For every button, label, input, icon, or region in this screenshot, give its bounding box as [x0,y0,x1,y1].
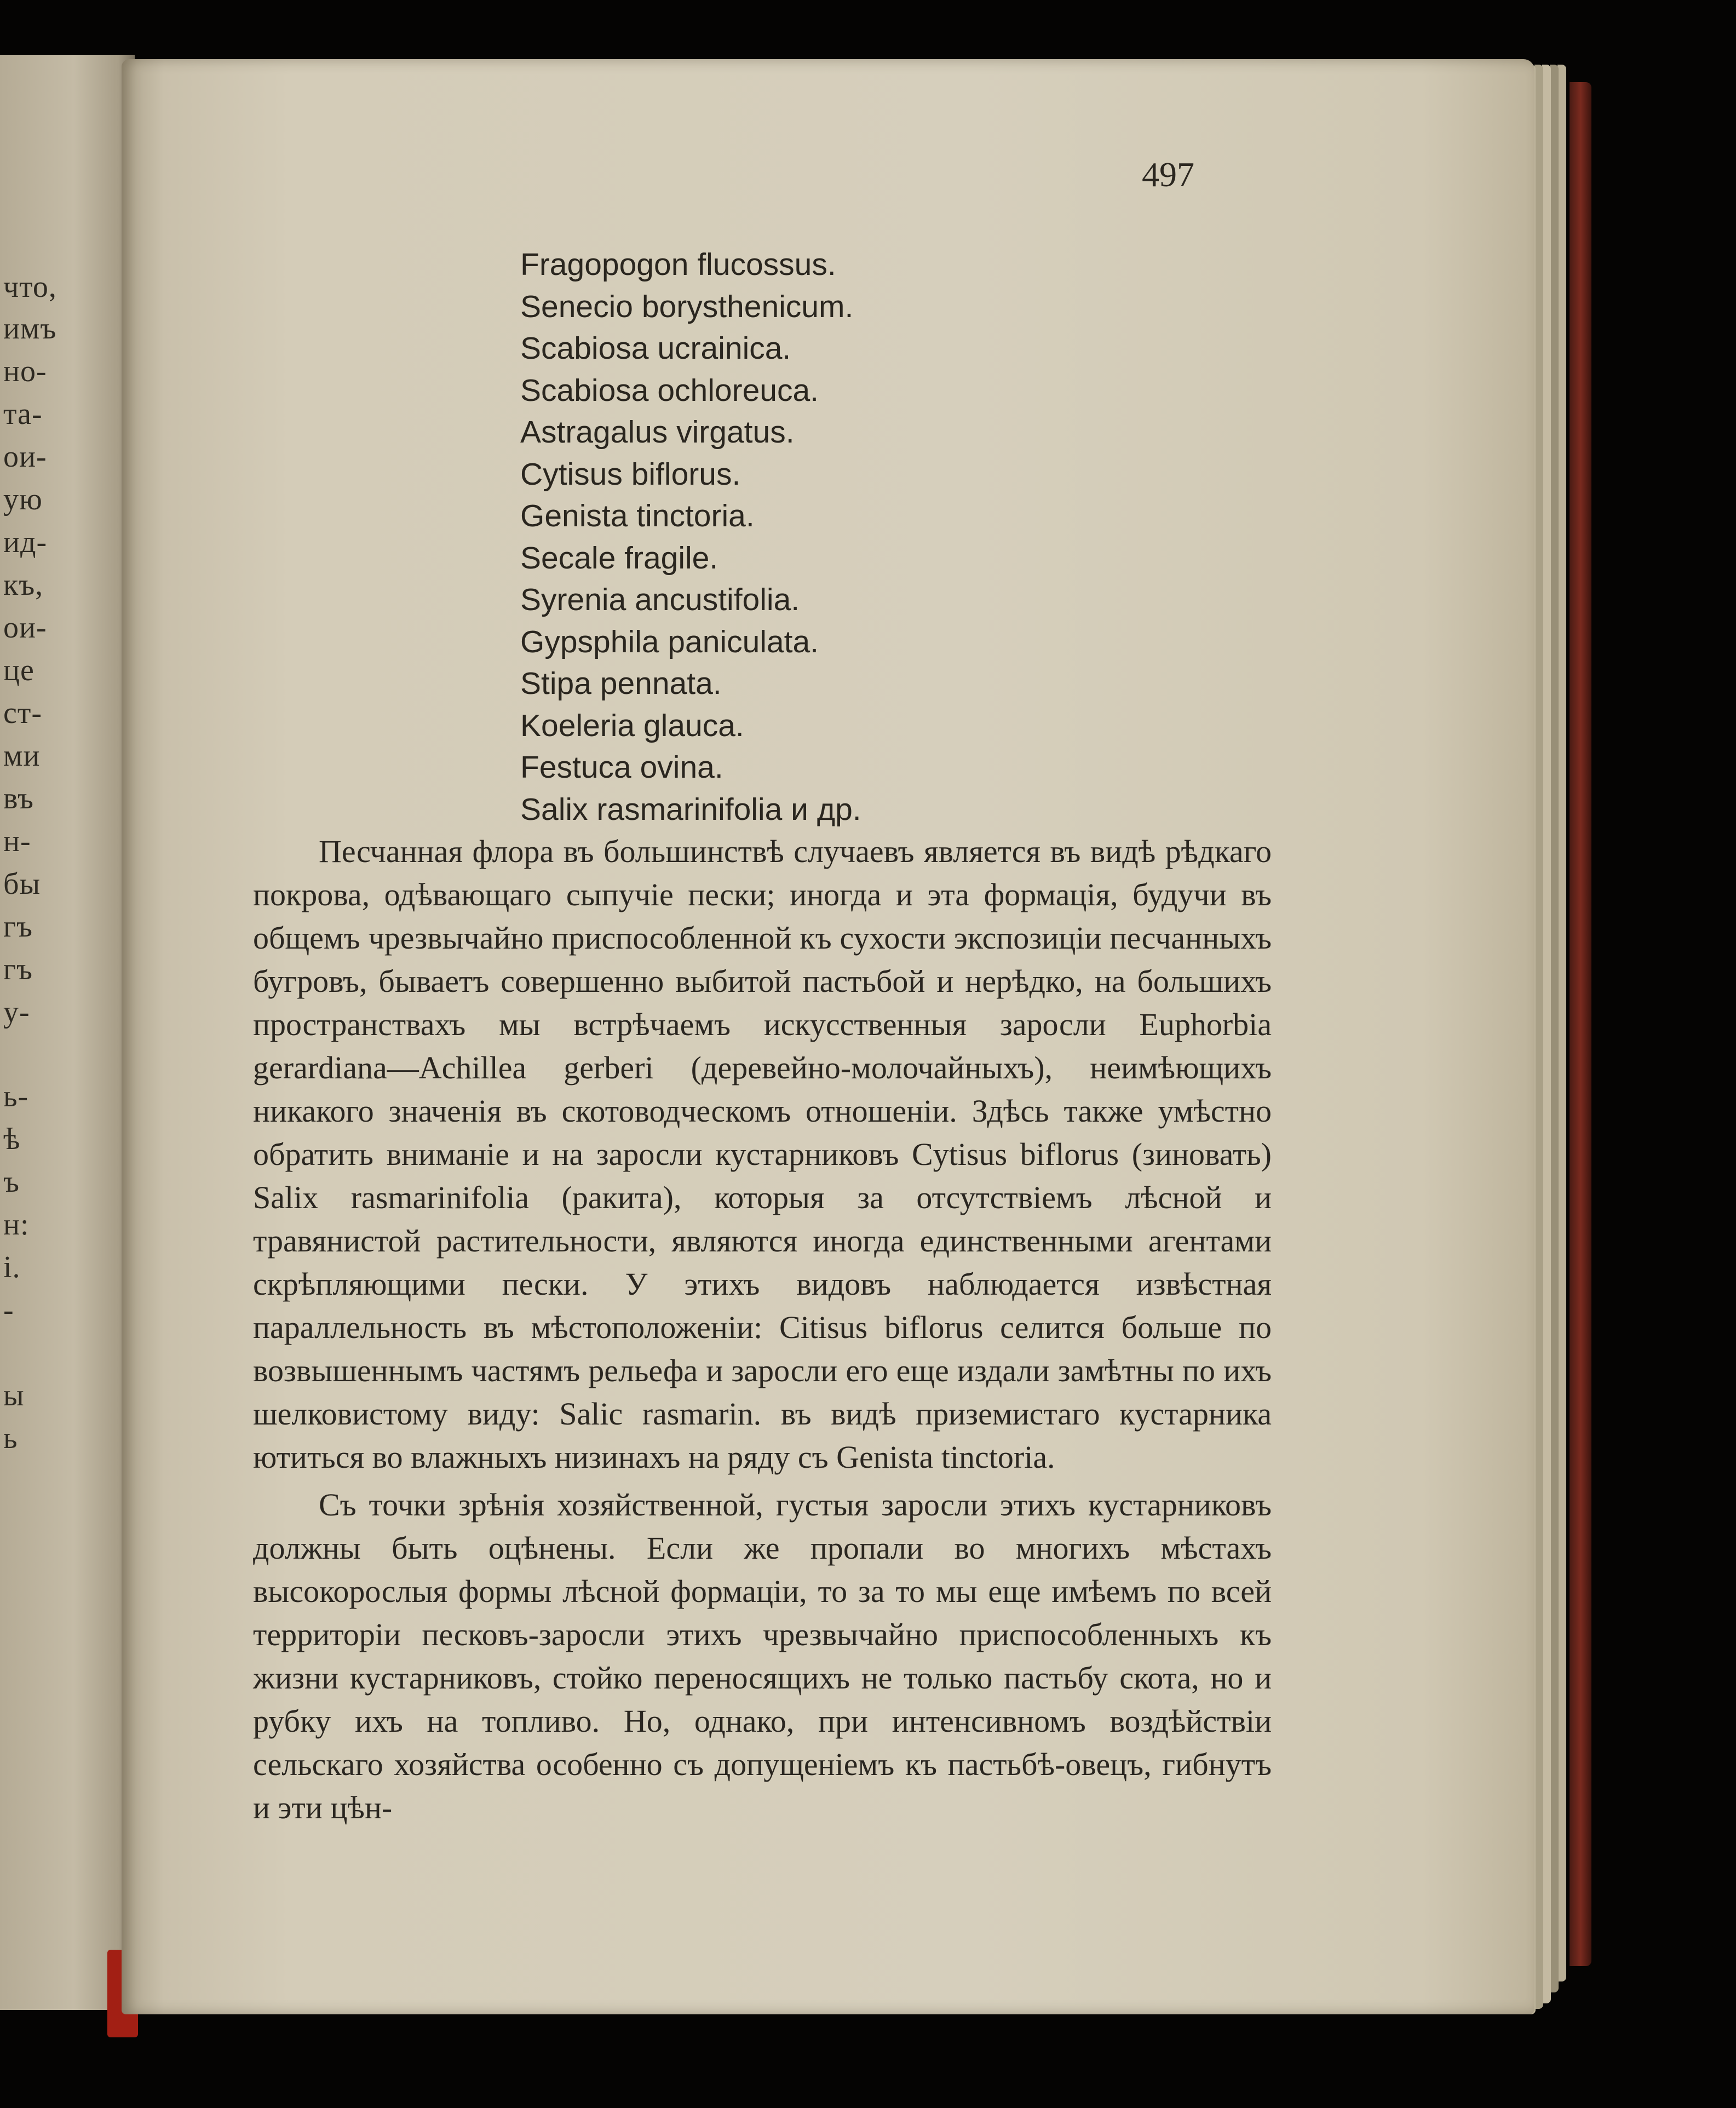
left-page-fragment: гъ [3,910,33,944]
left-page-fragment: къ, [3,568,44,602]
left-page-fragment: имъ [3,312,57,346]
left-page-fragment: ст- [3,696,42,730]
species-item: Fragopogon flucossus. [520,247,836,282]
page-edge [1557,65,1566,1981]
left-page-fragment: ую [3,483,43,516]
species-item: Stipa pennata. [520,666,722,701]
species-item: Cytisus biflorus. [520,456,741,492]
left-page-fragment: гъ [3,952,33,986]
left-page-fragment: у- [3,995,30,1029]
left-page-fragment: н- [3,824,31,858]
species-list [520,244,861,830]
species-item: Scabiosa ucrainica. [520,331,791,366]
left-page-fragment: но- [3,354,47,388]
left-page-fragment: н: [3,1208,30,1242]
left-page-fragment: - [3,1293,14,1327]
left-page-fragment: і. [3,1250,21,1284]
paragraph: Песчанная флора въ большинствѣ случаевъ является въ видѣ рѣдкаго покрова, одѣвающаго сыпучіе пески; иногда и эта формація, будучи въ общемъ чрезвычайно приспособленной къ сухости экспозиціи песчанныхъ бугровъ, бываетъ совершенно выбитой пастьбой и нерѣдко, на большихъ пространствахъ мы встрѣчаемъ искусственныя заросли Euphorbia gerardiana—Achillea gerberi (деревейно-молочайныхъ), неимѣющихъ никакого значенія въ скотоводческомъ отношеніи. Здѣсь также умѣстно обратить вниманіе и на заросли кустарниковъ Cytisus biflorus (зиновать) Salix rasmarinifolia (ракита), которыя за отсутствіемъ лѣсной и травянистой растительности, являются иногда единственными агентами скрѣпляющими пески. У этихъ видовъ наблюдается извѣстная параллельность въ мѣстоположеніи: Citisus biflorus селится больше по возвышеннымъ частямъ рельефа и заросли его еще издали замѣтны по ихъ шелковистому виду: Salіс rasmarin. въ видѣ приземистаго кустарника ютиться во влажныхъ низинахъ на ряду съ Genista tinctoria. [253,834,1272,1475]
species-item: Salix rasmarinifolia и др. [520,791,861,827]
left-page-fragment: ѣ [3,1122,21,1156]
left-page-fragment: ми [3,739,41,773]
species-item: Secale fragile. [520,540,718,576]
species-item: Festuca ovina. [520,750,723,785]
page-edge [1534,65,1543,2009]
left-page-fragment: ы [3,1378,25,1412]
left-page-fragment: це [3,653,35,687]
left-page-fragment: ои- [3,440,47,474]
species-item: Astragalus virgatus. [520,415,795,450]
left-page-fragment: что, [3,270,57,304]
book-cover-edge [1570,82,1591,1966]
left-page-fragment: та- [3,397,43,431]
left-page-fragment: ид- [3,525,48,559]
left-page-fragment: въ [3,782,35,815]
species-item: Gypsphila paniculata. [520,624,819,659]
page-edge [1550,65,1559,1992]
left-page-fragment: ь [3,1421,18,1455]
previous-page [0,55,135,2010]
species-item: Scabiosa ochloreuca. [520,372,819,408]
species-item: Senecio borysthenicum. [520,289,854,324]
page-edge [1542,65,1551,2003]
left-page-fragment: ь- [3,1079,29,1113]
page-number: 497 [1142,155,1194,194]
left-page-fragment: ъ [3,1165,20,1199]
left-page-fragment: бы [3,867,41,901]
body-text [253,830,1272,1829]
species-item: Koeleria glauca. [520,708,744,743]
species-item: Genista tinctoria. [520,498,755,533]
paragraph: Съ точки зрѣнія хозяйственной, густыя заросли этихъ кустарниковъ должны быть оцѣнены. Если же пропали во многихъ мѣстахъ высокорослыя формы лѣсной формаціи, то за то мы еще имѣемъ по всей территоріи песковъ-заросли этихъ чрезвычайно приспособленныхъ къ жизни кустарниковъ, стойко переносящихъ не только пастьбу скота, но и рубку ихъ на топливо. Но, однако, при интенсивномъ воздѣйствіи сельскаго хозяйства особенно съ допущеніемъ къ пастьбѣ-овецъ, гибнутъ и эти цѣн- [253,1487,1272,1825]
species-item: Syrenia ancustifolia. [520,582,800,617]
left-page-fragment: ои- [3,611,47,645]
